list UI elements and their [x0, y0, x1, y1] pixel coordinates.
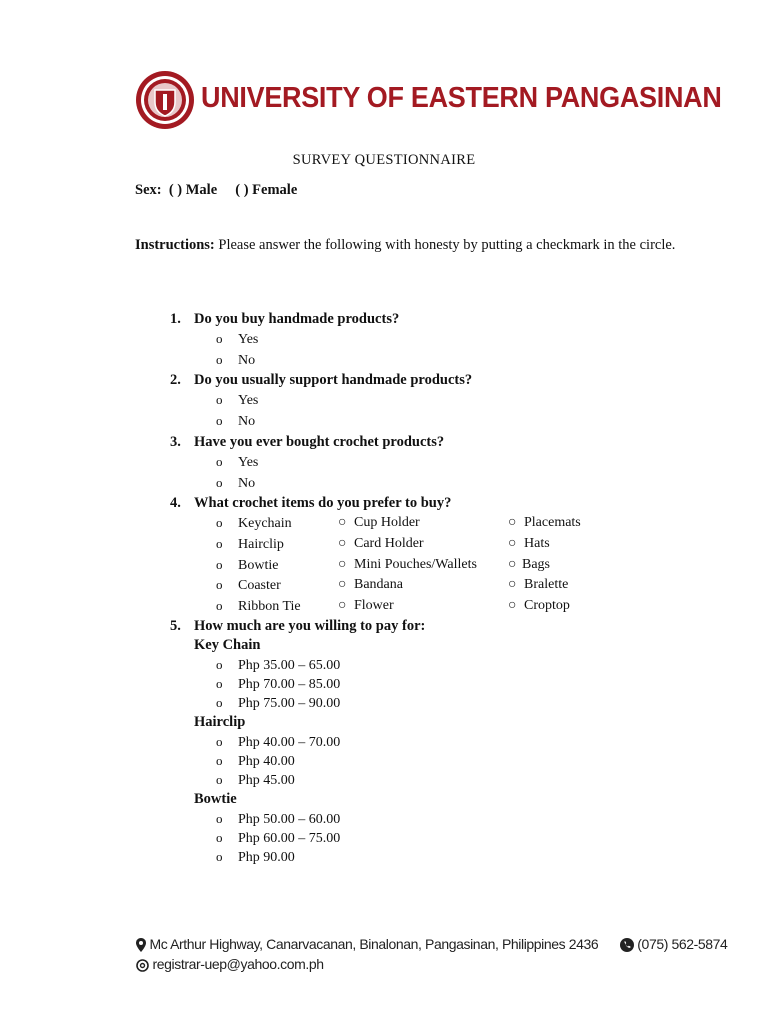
sex-line: Sex: ( ) Male ( ) Female	[135, 182, 298, 198]
q1-option[interactable]: o No	[216, 352, 256, 368]
q5-option[interactable]: o Php 90.00	[216, 849, 295, 865]
q4-option[interactable]: ○ Placemats	[508, 515, 581, 530]
q5-group-label: Bowtie	[194, 791, 237, 807]
university-seal-icon	[135, 70, 195, 130]
q5-option[interactable]: o Php 40.00 – 70.00	[216, 734, 341, 750]
q4-option[interactable]: ○ Bags	[508, 557, 550, 572]
instructions-text: Please answer the following with honesty by putting a checkmark in the circle.	[214, 237, 676, 253]
q4-option[interactable]: ○ Cup Holder	[338, 515, 420, 530]
phone-icon	[620, 938, 634, 952]
q4-option[interactable]: ○ Card Holder	[338, 536, 424, 551]
letterhead	[135, 68, 722, 134]
q4-option[interactable]: ○ Bralette	[508, 577, 569, 592]
q4-option[interactable]: o Coaster	[216, 577, 281, 593]
q4-option[interactable]: o Ribbon Tie	[216, 598, 301, 614]
q3-option[interactable]: o Yes	[216, 454, 259, 470]
q5-option[interactable]: o Php 45.00	[216, 772, 295, 788]
q5-option[interactable]: o Php 40.00	[216, 753, 295, 769]
question-5: 5. How much are you willing to pay for:	[170, 618, 426, 634]
footer-email: registrar-uep@yahoo.com.ph	[152, 956, 324, 972]
university-name: UNIVERSITY OF EASTERN PANGASINAN	[201, 82, 722, 114]
question-1: 1. Do you buy handmade products?	[170, 311, 400, 327]
question-2: 2. Do you usually support handmade products?	[170, 372, 473, 388]
email-icon	[136, 959, 149, 972]
q5-option[interactable]: o Php 70.00 – 85.00	[216, 676, 341, 692]
instructions-label: Instructions:	[135, 237, 215, 253]
q4-option[interactable]: ○ Flower	[338, 598, 394, 613]
q4-option[interactable]: ○ Hats	[508, 536, 550, 551]
q5-group-label: Key Chain	[194, 637, 261, 653]
question-3: 3. Have you ever bought crochet products?	[170, 434, 445, 450]
q4-option[interactable]: o Bowtie	[216, 557, 279, 573]
q2-option[interactable]: o Yes	[216, 392, 259, 408]
q5-option[interactable]: o Php 75.00 – 90.00	[216, 695, 341, 711]
q3-option[interactable]: o No	[216, 475, 256, 491]
location-pin-icon	[136, 938, 146, 952]
q2-option[interactable]: o No	[216, 413, 256, 429]
instructions	[135, 228, 678, 262]
question-4: 4. What crochet items do you prefer to buy?	[170, 495, 452, 511]
q5-group-label: Hairclip	[194, 714, 246, 730]
q1-option[interactable]: o Yes	[216, 331, 259, 347]
q5-option[interactable]: o Php 60.00 – 75.00	[216, 830, 341, 846]
footer-phone: (075) 562-5874	[637, 936, 728, 952]
q4-option[interactable]: ○ Mini Pouches/Wallets	[338, 557, 477, 572]
footer-contact	[136, 936, 728, 976]
page-title: SURVEY QUESTIONNAIRE	[292, 152, 476, 168]
footer-address: Mc Arthur Highway, Canarvacanan, Binalonan, Pangasinan, Philippines 2436	[149, 936, 599, 952]
q4-option[interactable]: ○ Croptop	[508, 598, 570, 613]
q4-option[interactable]: o Keychain	[216, 515, 292, 531]
q5-option[interactable]: o Php 35.00 – 65.00	[216, 657, 341, 673]
q4-option[interactable]: ○ Bandana	[338, 577, 403, 592]
q4-option[interactable]: o Hairclip	[216, 536, 284, 552]
q5-option[interactable]: o Php 50.00 – 60.00	[216, 811, 341, 827]
